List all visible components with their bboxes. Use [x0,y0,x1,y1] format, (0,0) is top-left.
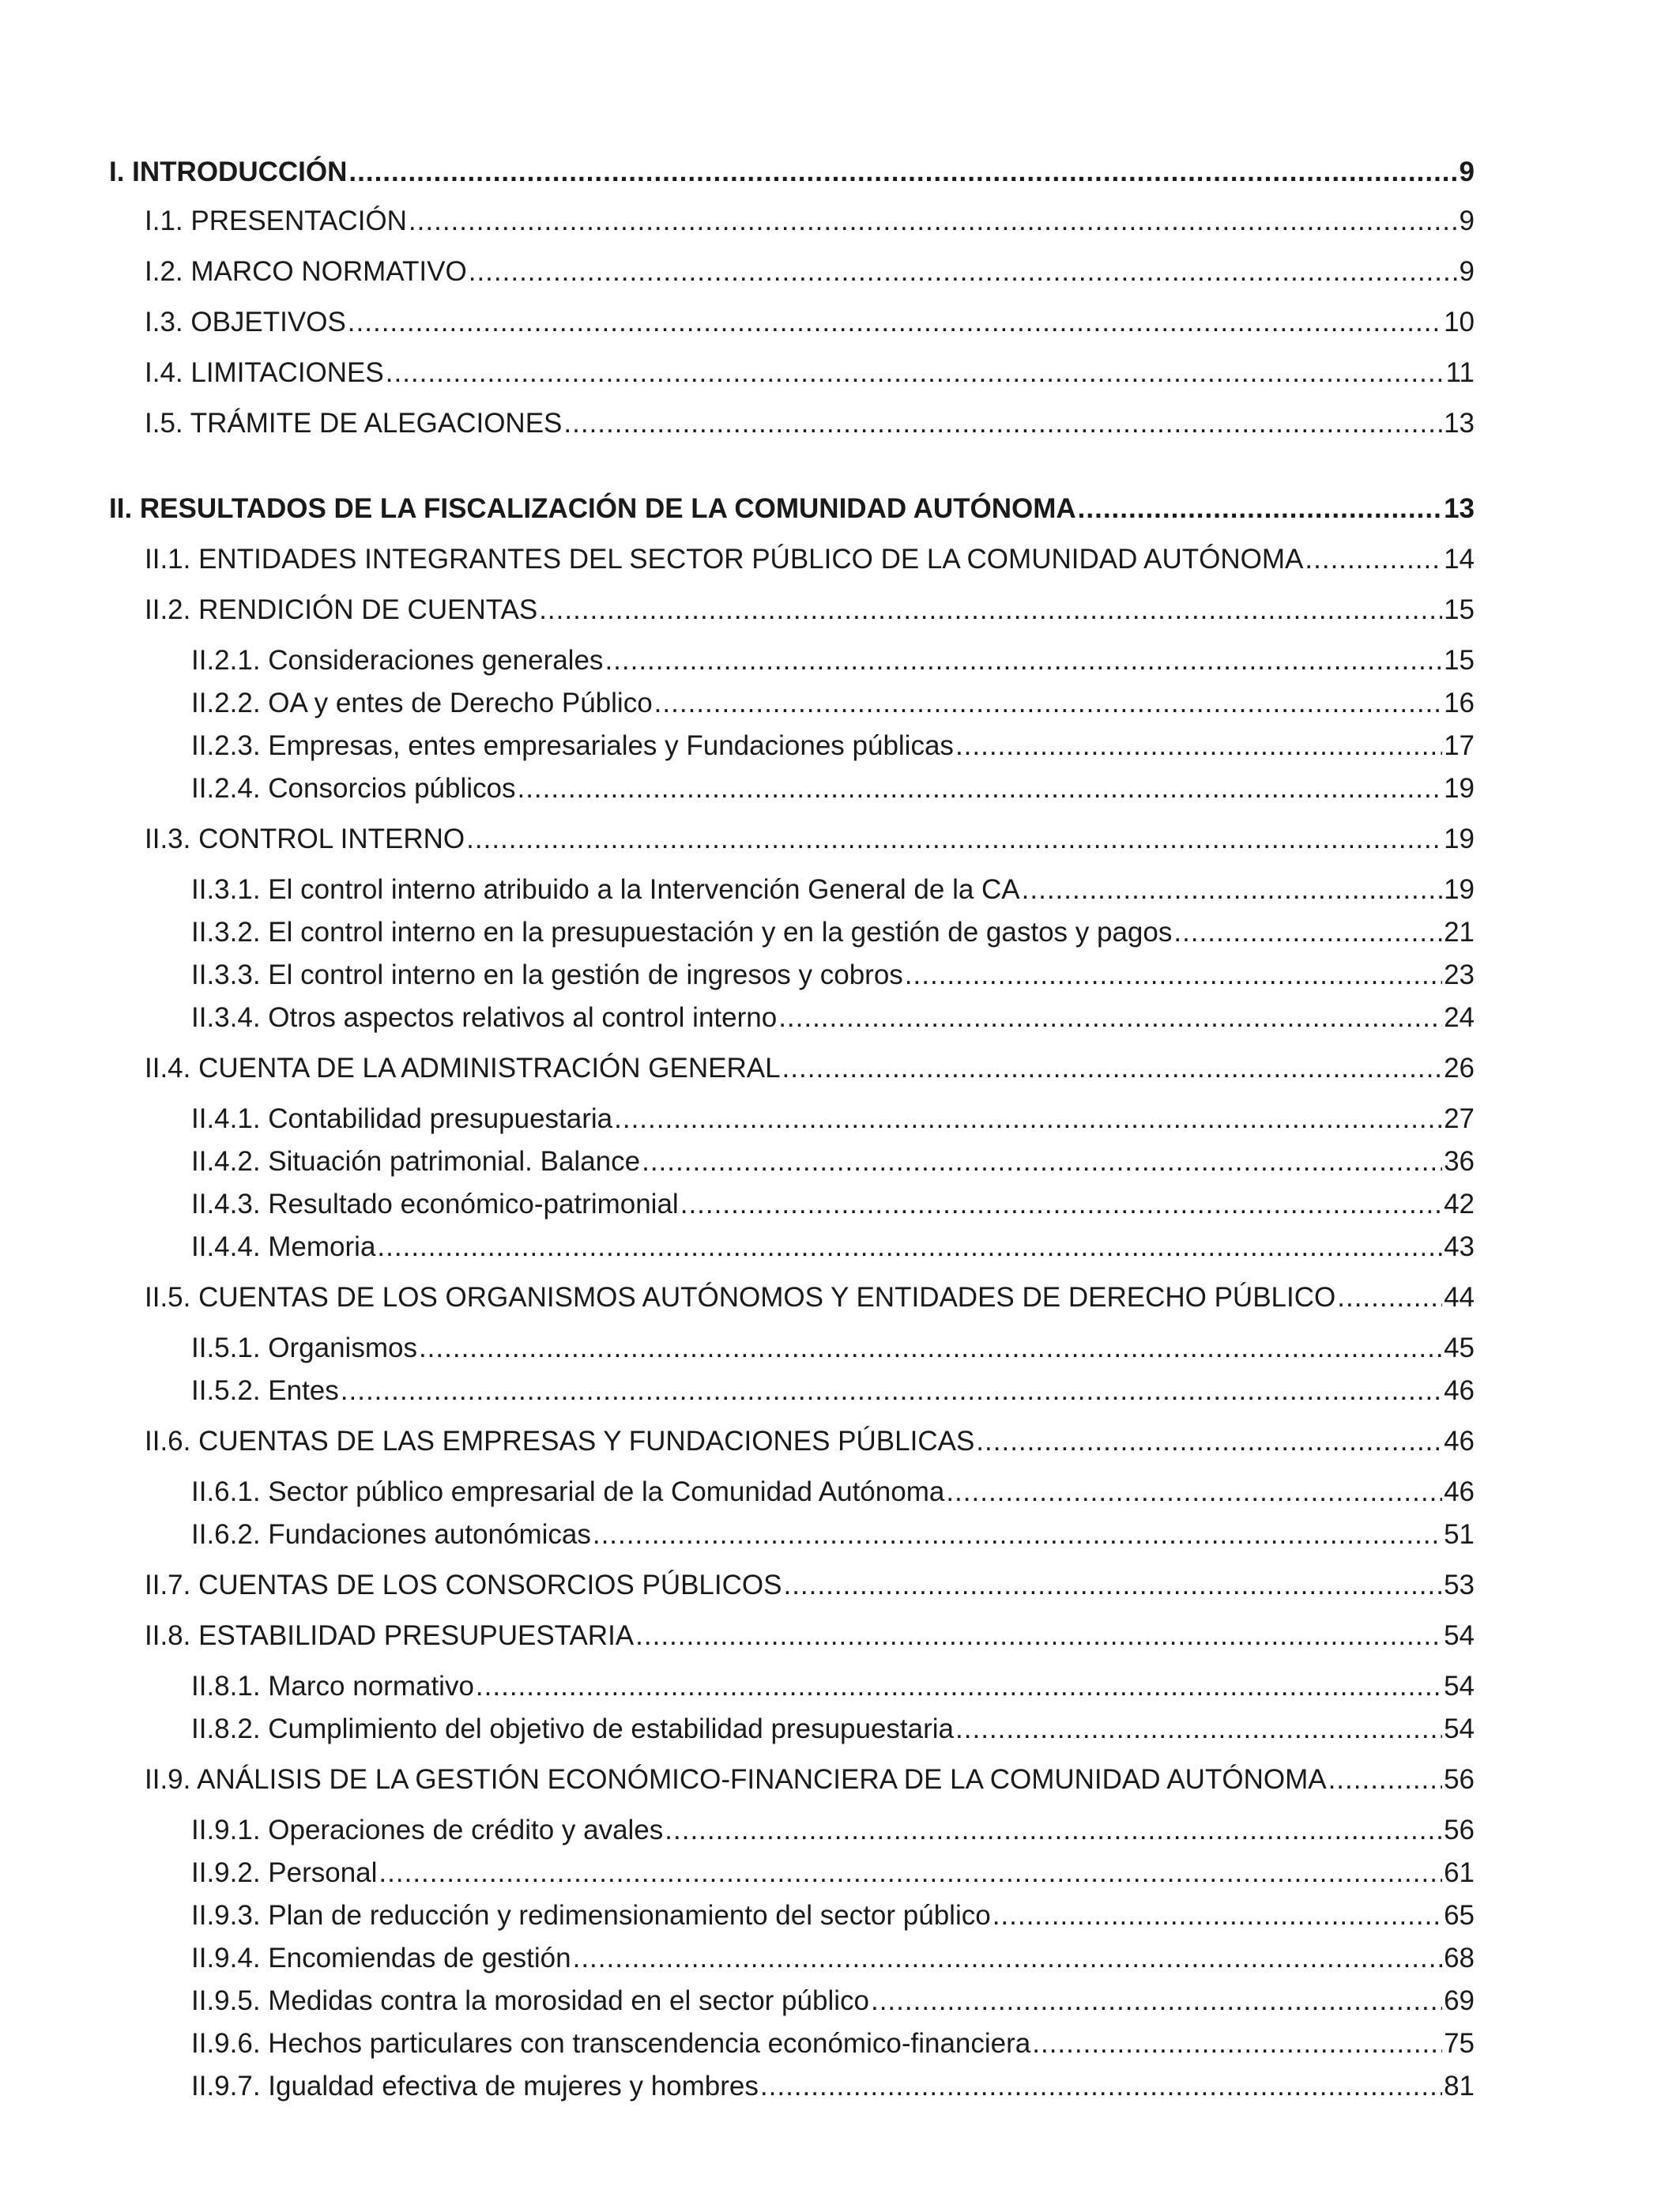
dot-leader [341,1372,1442,1410]
toc-entry-page-number: 45 [1444,1333,1475,1363]
toc-entry-title: II.8.2. Cumplimiento del objetivo de estabilidad presupuestaria [191,1713,955,1744]
toc-entry-page-number: 51 [1444,1519,1475,1550]
toc-entry-page-number: 19 [1444,824,1475,854]
toc-entry-title: II.4.1. Contabilidad presupuestaria [191,1103,613,1134]
dot-leader [680,1186,1442,1223]
toc-entry-title: II.2.4. Consorcios públicos [191,773,516,804]
toc-entry-page-number: 36 [1444,1146,1475,1177]
dot-leader [1022,871,1442,909]
dot-leader [976,1423,1442,1461]
dot-leader [993,1897,1442,1935]
toc-entry[interactable] [109,1473,1475,1511]
toc-entry-title: II.9.1. Operaciones de crédito y avales [191,1815,664,1845]
toc-entry-page-number: 11 [1445,357,1475,388]
toc-entry-title: II.9.3. Plan de reducción y redimensionamiento del sector público [191,1900,991,1931]
toc-entry[interactable] [109,405,1475,443]
toc-entry[interactable] [109,253,1475,291]
toc-entry-page-number: 15 [1444,645,1475,676]
toc-entry-title: II.3.4. Otros aspectos relativos al control interno [191,1002,778,1033]
dot-leader [778,999,1442,1037]
dot-leader [642,1143,1442,1181]
dot-leader [1337,1279,1442,1317]
toc-entry-page-number: 54 [1444,1713,1475,1744]
toc-entry[interactable] [109,642,1475,680]
toc-entry-page-number: 46 [1444,1375,1475,1406]
toc-entry-title: I.5. TRÁMITE DE ALEGACIONES [145,408,563,439]
toc-entry-title: II.6. CUENTAS DE LAS EMPRESAS Y FUNDACIONES PÚBLICAS [145,1426,975,1457]
dot-leader [1078,490,1442,528]
toc-entry[interactable] [109,914,1475,952]
toc-entry[interactable] [109,1854,1475,1892]
toc-entry-title: II.5.2. Entes [191,1375,339,1406]
toc-entry[interactable] [109,727,1475,765]
toc-entry[interactable] [109,153,1475,191]
toc-entry[interactable] [109,1050,1475,1088]
toc-entry[interactable] [109,820,1475,858]
toc-entry-page-number: 16 [1444,688,1475,718]
toc-entry-page-number: 69 [1444,1985,1475,2016]
toc-entry[interactable] [109,1940,1475,1977]
toc-entry[interactable] [109,1329,1475,1367]
toc-entry[interactable] [109,1423,1475,1461]
toc-entry-title: II.4.3. Resultado económico-patrimonial [191,1189,679,1220]
toc-entry-page-number: 65 [1444,1900,1475,1931]
toc-entry[interactable] [109,1100,1475,1138]
toc-entry-page-number: 42 [1444,1189,1475,1220]
toc-entry-page-number: 13 [1444,408,1475,439]
toc-entry-page-number: 9 [1459,205,1475,236]
toc-entry-page-number: 27 [1444,1103,1475,1134]
dot-leader [469,253,1458,291]
dot-leader [563,405,1442,443]
toc-entry[interactable] [109,1186,1475,1223]
toc-entry-title: II.8. ESTABILIDAD PRESUPUESTARIA [145,1620,635,1651]
toc-entry[interactable] [109,490,1475,528]
toc-entry-title: II. RESULTADOS DE LA FISCALIZACIÓN DE LA COMUNIDAD AUTÓNOMA [109,493,1076,524]
toc-entry-title: II.4.4. Memoria [191,1231,376,1262]
dot-leader [614,1100,1442,1138]
toc-entry-title: I. INTRODUCCIÓN [109,156,348,187]
toc-entry-title: I.3. OBJETIVOS [145,307,346,337]
toc-entry[interactable] [109,1228,1475,1266]
toc-entry-page-number: 46 [1444,1476,1475,1507]
toc-entry[interactable] [109,1982,1475,2020]
dot-leader [783,1566,1442,1604]
toc-entry-page-number: 46 [1444,1426,1475,1457]
toc-entry[interactable] [109,1710,1475,1748]
toc-entry-title: II.5.1. Organismos [191,1333,417,1363]
toc-entry-page-number: 44 [1444,1282,1475,1313]
dot-leader [871,1982,1442,2020]
dot-leader [539,591,1442,629]
dot-leader [946,1473,1442,1511]
toc-entry-title: II.9.4. Encomiendas de gestión [191,1943,571,1973]
toc-entry-title: II.4.2. Situación patrimonial. Balance [191,1146,641,1177]
toc-entry-page-number: 9 [1459,256,1475,287]
toc-entry-title: II.2.3. Empresas, entes empresariales y Fundaciones públicas [191,730,954,761]
toc-entry-page-number: 61 [1444,1857,1475,1888]
toc-entry-title: II.3.2. El control interno en la presupuestación y en la gestión de gastos y pagos [191,917,1173,948]
toc-entry[interactable] [109,1516,1475,1554]
dot-leader [348,153,1457,191]
toc-entry-page-number: 13 [1444,493,1475,524]
toc-entry-page-number: 26 [1444,1053,1475,1084]
toc-entry[interactable] [109,591,1475,629]
toc-entry-title: II.8.1. Marco normativo [191,1671,474,1702]
toc-entry-page-number: 54 [1444,1620,1475,1651]
toc-entry[interactable] [109,684,1475,722]
dot-leader [593,1516,1442,1554]
toc-entry[interactable] [109,1668,1475,1706]
toc-entry[interactable] [109,1372,1475,1410]
toc-entry[interactable] [109,1566,1475,1604]
toc-entry-title: II.6.1. Sector público empresarial de la Comunidad Autónoma [191,1476,945,1507]
toc-entry-title: I.1. PRESENTACIÓN [145,205,407,236]
toc-entry-page-number: 9 [1459,156,1475,187]
dot-leader [665,1811,1442,1849]
dot-leader [573,1940,1442,1977]
dot-leader [782,1050,1443,1088]
toc-entry-title: II.2.1. Consideraciones generales [191,645,604,676]
toc-entry-page-number: 54 [1444,1671,1475,1702]
toc-entry[interactable] [109,1761,1475,1799]
dot-leader [955,1710,1442,1748]
dot-leader [377,1228,1442,1266]
toc-entry-page-number: 19 [1444,773,1475,804]
toc-entry-page-number: 23 [1444,959,1475,990]
toc-entry-page-number: 19 [1444,874,1475,905]
dot-leader [760,2068,1442,2105]
toc-entry[interactable] [109,541,1475,579]
toc-entry-title: I.2. MARCO NORMATIVO [145,256,467,287]
toc-entry-page-number: 14 [1444,544,1475,575]
toc-entry[interactable] [109,2025,1475,2063]
dot-leader [635,1617,1442,1655]
toc-entry-page-number: 75 [1444,2028,1475,2059]
toc-entry[interactable] [109,871,1475,909]
dot-leader [348,303,1442,341]
toc-entry[interactable] [109,1897,1475,1935]
toc-entry-page-number: 43 [1444,1231,1475,1262]
toc-entry-page-number: 81 [1444,2071,1475,2102]
toc-entry-title: II.9.2. Personal [191,1857,378,1888]
dot-leader [1305,541,1442,579]
toc-entry-title: II.2. RENDICIÓN DE CUENTAS [145,594,538,625]
toc-entry-page-number: 24 [1444,1002,1475,1033]
toc-entry[interactable] [109,1143,1475,1181]
dot-leader [1173,914,1442,952]
toc-entry-title: II.3.1. El control interno atribuido a la Intervención General de la CA [191,874,1020,905]
dot-leader [955,727,1442,765]
toc-entry-page-number: 56 [1444,1764,1475,1795]
toc-entry[interactable] [109,303,1475,341]
toc-entry-page-number: 56 [1444,1815,1475,1845]
dot-leader [419,1329,1442,1367]
dot-leader [517,770,1442,808]
toc-entry-page-number: 53 [1444,1570,1475,1600]
toc-entry-page-number: 15 [1444,594,1475,625]
toc-entry-title: II.6.2. Fundaciones autonómicas [191,1519,591,1550]
toc-entry[interactable] [109,1279,1475,1317]
toc-entry-title: II.9. ANÁLISIS DE LA GESTIÓN ECONÓMICO-FINANCIERA DE LA COMUNIDAD AUTÓNOMA [145,1764,1327,1795]
toc-entry[interactable] [109,770,1475,808]
toc-entry-title: I.4. LIMITACIONES [145,357,384,388]
toc-entry-title: II.7. CUENTAS DE LOS CONSORCIOS PÚBLICOS [145,1570,782,1600]
toc-entry[interactable] [109,1811,1475,1849]
dot-leader [466,820,1442,858]
toc-entry[interactable] [109,1617,1475,1655]
toc-entry[interactable] [109,956,1475,994]
dot-leader [605,642,1442,680]
dot-leader [386,354,1445,392]
toc-entry[interactable] [109,999,1475,1037]
toc-entry-page-number: 21 [1444,917,1475,948]
toc-entry[interactable] [109,2068,1475,2105]
dot-leader [654,684,1442,722]
toc-entry[interactable] [109,354,1475,392]
toc-entry-title: II.4. CUENTA DE LA ADMINISTRACIÓN GENERAL [145,1053,781,1084]
toc-entry-title: II.2.2. OA y entes de Derecho Público [191,688,653,718]
toc-entry-title: II.1. ENTIDADES INTEGRANTES DEL SECTOR PÚBLICO DE LA COMUNIDAD AUTÓNOMA [145,544,1304,575]
dot-leader [476,1668,1442,1706]
toc-entry-page-number: 68 [1444,1943,1475,1973]
toc-entry[interactable] [109,202,1475,240]
dot-leader [379,1854,1442,1892]
dot-leader [1032,2025,1442,2063]
toc-entry-title: II.3.3. El control interno en la gestión de ingresos y cobros [191,959,903,990]
toc-entry-title: II.9.7. Igualdad efectiva de mujeres y hombres [191,2071,759,2102]
toc-entry-title: II.9.6. Hechos particulares con transcendencia económico-financiera [191,2028,1031,2059]
dot-leader [409,202,1458,240]
dot-leader [1328,1761,1442,1799]
toc-entry-title: II.9.5. Medidas contra la morosidad en el sector público [191,1985,869,2016]
toc-entry-title: II.3. CONTROL INTERNO [145,824,465,854]
toc-entry-page-number: 17 [1444,730,1475,761]
dot-leader [905,956,1442,994]
toc-entry-title: II.5. CUENTAS DE LOS ORGANISMOS AUTÓNOMOS Y ENTIDADES DE DERECHO PÚBLICO [145,1282,1336,1313]
toc-entry-page-number: 10 [1444,307,1475,337]
